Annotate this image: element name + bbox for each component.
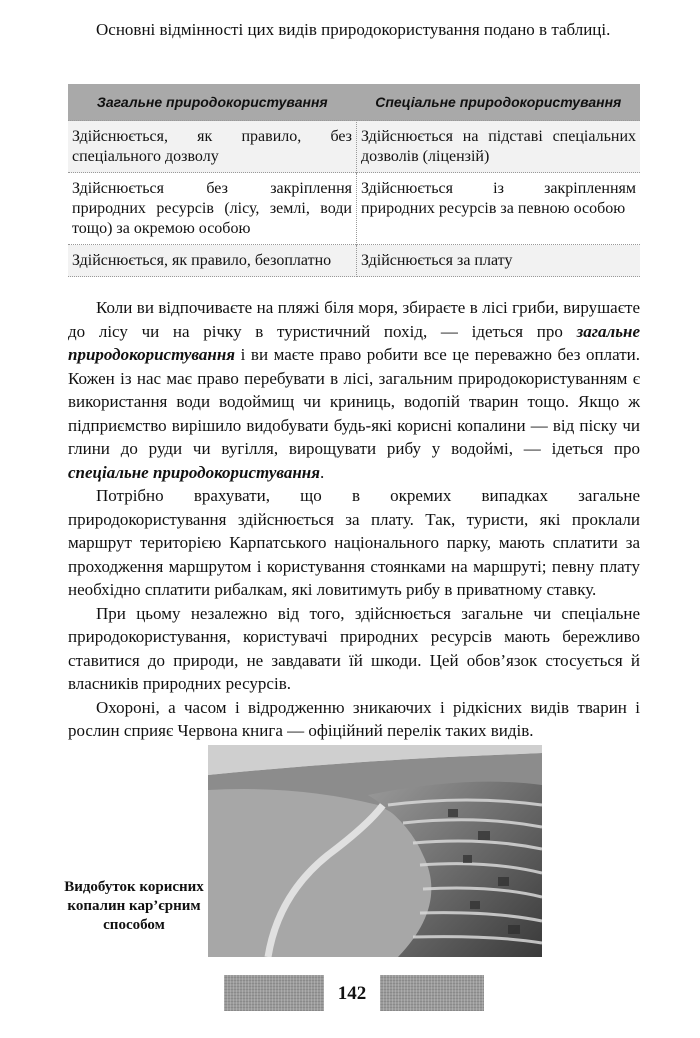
footer-bar-right	[380, 975, 484, 1011]
figure-caption: Видобуток корисних копалин кар’єрним способом	[64, 879, 204, 933]
table-row	[68, 121, 640, 173]
body-text	[68, 296, 640, 743]
table-row	[68, 245, 640, 277]
page-number: 142	[337, 983, 367, 1004]
quarry-photo	[208, 745, 542, 957]
column-header-general: Загальне природокористування	[68, 84, 357, 121]
footer-bar-left	[224, 975, 324, 1011]
key-term-general: загальне природокористування	[68, 321, 640, 364]
paragraph-text: .	[320, 462, 325, 482]
table-row	[68, 173, 640, 245]
table-cell: Здійснюється за плату	[357, 245, 641, 277]
quarry-photo-image	[208, 745, 542, 957]
paragraph	[68, 296, 640, 484]
table-header-row	[68, 84, 640, 121]
paragraph: Потрібно врахувати, що в окремих випадках загальне природокористування здійснюється за плату. Так, туристи, які проклали маршрут територією Карпатського національного парку, мають сплатити за проходження маршрутом і користування стоянками на маршруті; певну плату необхідно сплатити рибалкам, які ловитимуть рибу в приватному ставку.	[68, 486, 640, 599]
table-cell: Здійснюється без закріплення природних ресурсів (лісу, землі, води тощо) за окремою особою	[68, 173, 357, 245]
table-cell: Здійснюється із закріпленням природних ресурсів за певною особою	[357, 173, 641, 245]
table-cell: Здійснюється на підставі спеціальних дозволів (ліцензій)	[357, 121, 641, 173]
paragraph-text: Коли ви відпочиваєте на пляжі біля моря, збираєте в лісі гриби, вирушаєте до лісу чи на річку в туристичний похід, — ідеться про	[68, 298, 640, 341]
column-header-special: Спеціальне природокористування	[357, 84, 641, 121]
paragraph-text: і ви маєте право робити все це переважно без оплати. Кожен із нас має право перебувати в лісі, загальним природокористуванням є використання води водоймищ чи криниць, водопій тварин тощо. Якщо ж підприємство вирішило видобувати будь-які корисні копалини — від піску чи глини до руди чи вугілля, вирощувати рибу у водоймі, — ідеться про	[68, 345, 640, 458]
paragraph: При цьому незалежно від того, здійснюється загальне чи спеціальне природокористування, користувачі природних ресурсів мають бережливо ставитися до природи, не завдавати їй шкоди. Цей обов’язок стосується й власників природних ресурсів.	[68, 603, 640, 693]
paragraph: Охороні, а часом і відродженню зникаючих і рідкісних видів тварин і рослин сприяє Червона книга — офіційний перелік таких видів.	[68, 697, 640, 740]
table-cell: Здійснюється, як правило, без спеціального дозволу	[68, 121, 357, 173]
table-cell: Здійснюється, як правило, безоплатно	[68, 245, 357, 277]
comparison-table	[68, 84, 640, 277]
key-term-special: спеціальне природокористування	[68, 462, 320, 482]
intro-text: Основні відмінності цих видів природокористування подано в таблиці.	[96, 20, 611, 39]
